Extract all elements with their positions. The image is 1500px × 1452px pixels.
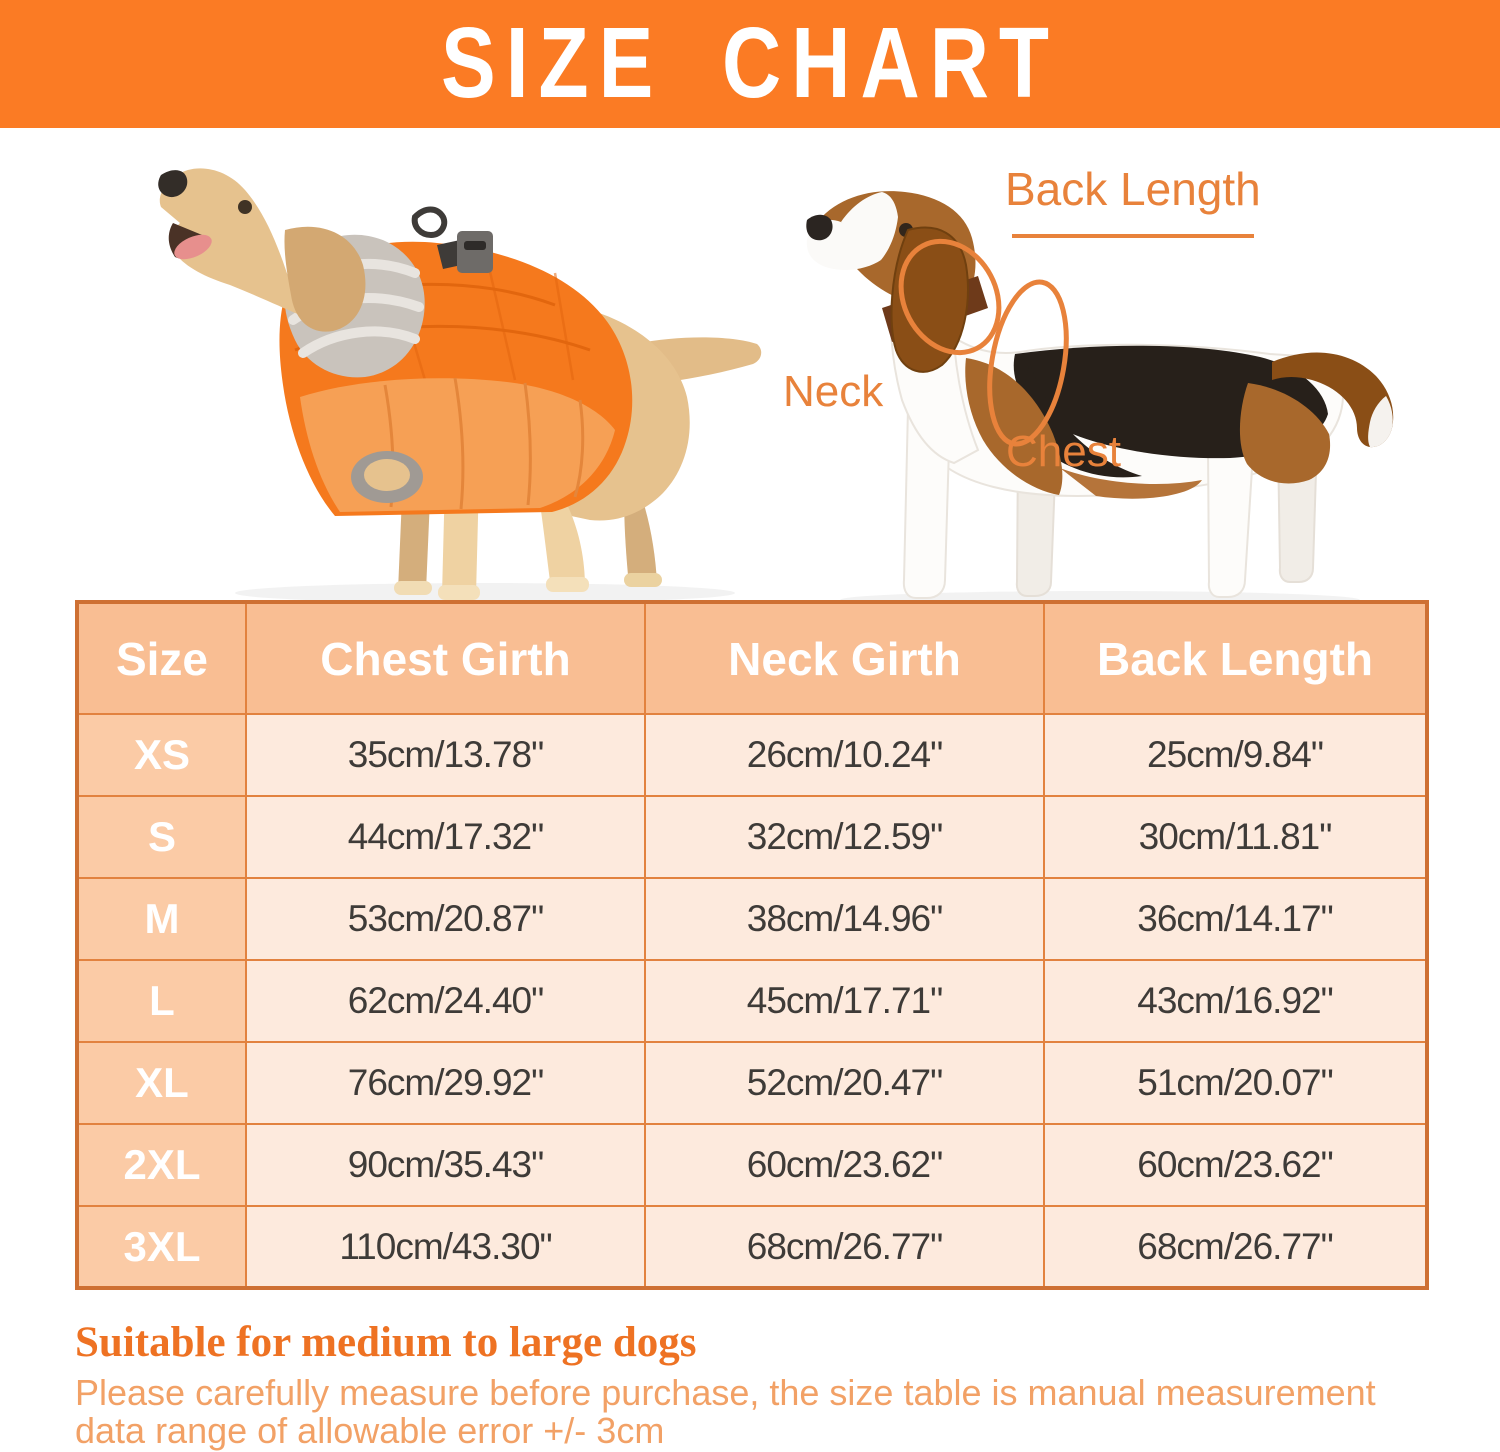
neck-girth-value: 38cm/14.96" — [645, 878, 1044, 960]
chest-girth-value: 44cm/17.32" — [246, 796, 645, 878]
size-label: M — [77, 878, 246, 960]
back-length-value: 51cm/20.07" — [1044, 1042, 1427, 1124]
table-row — [77, 796, 1427, 878]
chest-girth-value: 110cm/43.30" — [246, 1206, 645, 1288]
column-header-neck-girth: Neck Girth — [645, 602, 1044, 714]
table-row — [77, 1124, 1427, 1206]
size-label: L — [77, 960, 246, 1042]
back-length-label: Back Length — [1005, 163, 1261, 215]
lab-eye — [238, 200, 252, 214]
lab-paw — [394, 581, 432, 595]
back-length-value: 30cm/11.81" — [1044, 796, 1427, 878]
table-row — [77, 714, 1427, 796]
chest-girth-value: 35cm/13.78" — [246, 714, 645, 796]
table-header-row — [77, 602, 1427, 714]
measurement-disclaimer — [75, 1374, 1376, 1450]
size-label: 3XL — [77, 1206, 246, 1288]
table-row — [77, 878, 1427, 960]
chest-label: Chest — [1006, 427, 1121, 476]
back-length-value: 43cm/16.92" — [1044, 960, 1427, 1042]
labrador-in-jacket-photo — [85, 145, 765, 605]
back-length-value: 36cm/14.17" — [1044, 878, 1427, 960]
chest-girth-value: 90cm/35.43" — [246, 1124, 645, 1206]
back-length-value: 25cm/9.84" — [1044, 714, 1427, 796]
chest-girth-value: 76cm/29.92" — [246, 1042, 645, 1124]
neck-girth-value: 45cm/17.71" — [645, 960, 1044, 1042]
lab-paw — [624, 573, 662, 587]
back-length-value: 60cm/23.62" — [1044, 1124, 1427, 1206]
back-length-measure-line-icon — [1012, 234, 1254, 238]
size-table — [75, 600, 1429, 1290]
neck-girth-value: 32cm/12.59" — [645, 796, 1044, 878]
disclaimer-line-1: Please carefully measure before purchase, the size table is manual measurement — [75, 1372, 1376, 1413]
chest-girth-value: 53cm/20.87" — [246, 878, 645, 960]
back-length-value: 68cm/26.77" — [1044, 1206, 1427, 1288]
beagle-near-hind-leg — [1208, 448, 1253, 597]
suitability-heading: Suitable for medium to large dogs — [75, 1319, 697, 1366]
measurement-diagram — [0, 128, 1500, 603]
lab-paw — [438, 585, 480, 600]
column-header-chest-girth: Chest Girth — [246, 602, 645, 714]
neck-girth-value: 52cm/20.47" — [645, 1042, 1044, 1124]
title-banner — [0, 0, 1500, 128]
lab-paw — [546, 577, 589, 592]
neck-label: Neck — [783, 367, 884, 416]
jacket-leg-opening-inner — [364, 459, 410, 491]
column-header-back-length: Back Length — [1044, 602, 1427, 714]
neck-girth-value: 26cm/10.24" — [645, 714, 1044, 796]
harness-ring — [415, 210, 445, 236]
table-row — [77, 1042, 1427, 1124]
column-header-size: Size — [77, 602, 246, 714]
chest-girth-value: 62cm/24.40" — [246, 960, 645, 1042]
size-label: S — [77, 796, 246, 878]
table-row — [77, 960, 1427, 1042]
harness-buckle — [457, 231, 493, 273]
neck-girth-value: 68cm/26.77" — [645, 1206, 1044, 1288]
table-row — [77, 1206, 1427, 1288]
size-label: XS — [77, 714, 246, 796]
page-title: SIZE CHART — [441, 7, 1059, 119]
size-label: 2XL — [77, 1124, 246, 1206]
size-label: XL — [77, 1042, 246, 1124]
neck-girth-value: 60cm/23.62" — [645, 1124, 1044, 1206]
disclaimer-line-2: data range of allowable error +/- 3cm — [75, 1410, 665, 1451]
harness-buckle-slot — [464, 241, 486, 250]
